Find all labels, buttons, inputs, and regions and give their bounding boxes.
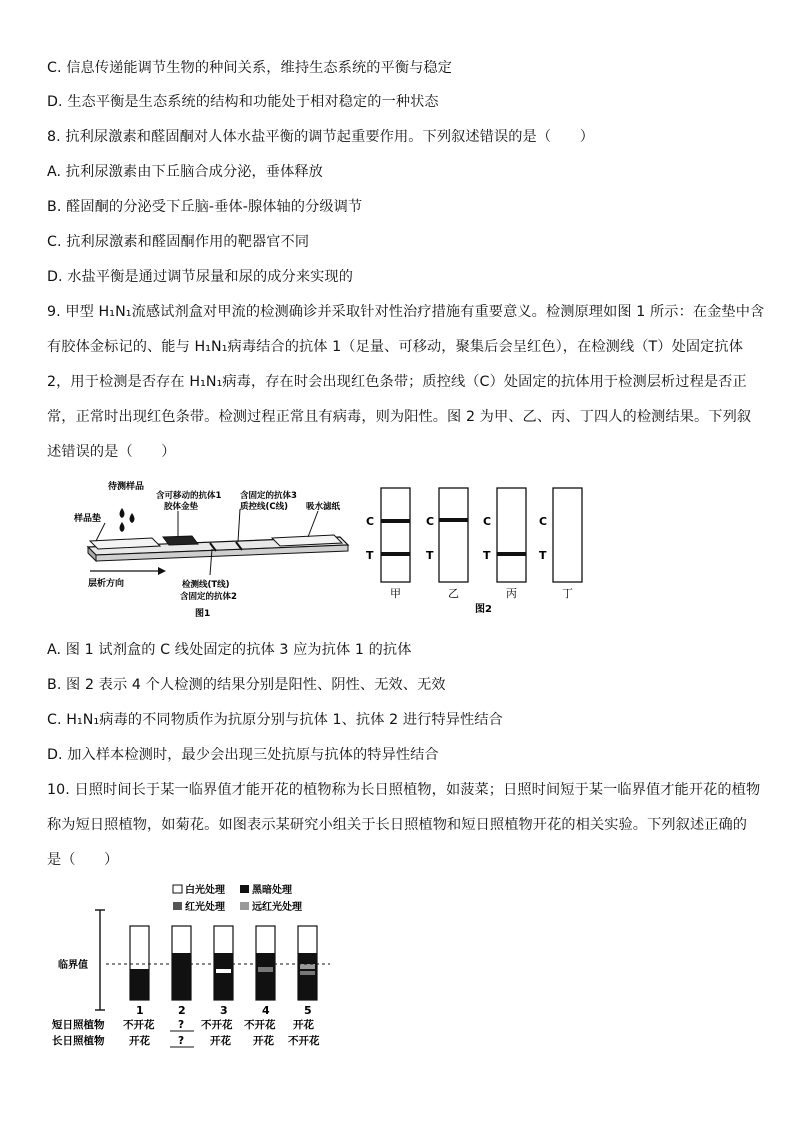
- t-label: T: [483, 549, 491, 562]
- q10-stem-line3: 是（ ）: [47, 852, 119, 868]
- result-cell: 开花: [129, 1035, 150, 1047]
- c-label: C: [366, 515, 375, 528]
- sample-label: 待测样品: [108, 482, 145, 492]
- legend-dark: 黑暗处理: [252, 885, 292, 896]
- t-label: T: [426, 549, 434, 562]
- result-cell: 不开花: [244, 1019, 276, 1031]
- legend-white-light: 白光处理: [185, 885, 225, 896]
- figure-2-results: [360, 480, 590, 620]
- legend-far-red-light: 远红光处理: [252, 902, 302, 913]
- c-label: C: [483, 515, 492, 528]
- person-name: 丁: [562, 587, 573, 600]
- result-cell: ?: [178, 1035, 185, 1047]
- q8-option-a: A. 抗利尿激素由下丘脑合成分泌，垂体释放: [47, 164, 323, 180]
- result-cell: 开花: [210, 1035, 231, 1047]
- absorbent-paper-label: 吸水滤纸: [306, 502, 341, 512]
- figure-1-caption: 图1: [195, 609, 211, 619]
- q9-option-b: B. 图 2 表示 4 个人检测的结果分别是阳性、阴性、无效、无效: [47, 677, 446, 693]
- legend-red-light: 红光处理: [185, 902, 225, 913]
- figure-2-caption: 图2: [475, 604, 492, 615]
- group-number: 1: [136, 1004, 144, 1017]
- c-label: C: [426, 515, 435, 528]
- direction-label: 层析方向: [88, 579, 125, 589]
- result-cell: ?: [178, 1019, 185, 1031]
- result-cell: 开花: [293, 1019, 314, 1031]
- result-cell: 开花: [253, 1035, 274, 1047]
- q7-option-d: D. 生态平衡是生态系统的结构和功能处于相对稳定的一种状态: [47, 94, 439, 110]
- photoperiod-figure: [48, 878, 348, 1053]
- q8-option-b: B. 醛固酮的分泌受下丘脑-垂体-腺体轴的分级调节: [47, 199, 363, 215]
- group-number: 5: [304, 1004, 312, 1017]
- long-day-plant-label: 长日照植物: [52, 1035, 105, 1047]
- pad-label: 样品垫: [74, 514, 102, 524]
- critical-value-label: 临界值: [58, 960, 88, 971]
- person-name: 乙: [448, 587, 459, 600]
- q9-option-c: C. H₁N₁病毒的不同物质作为抗原分别与抗体 1、抗体 2 进行特异性结合: [47, 712, 503, 728]
- drop-icon: [120, 508, 125, 518]
- drop-icon: [130, 513, 135, 523]
- q9-stem-line5: 述错误的是（ ）: [47, 444, 176, 460]
- short-day-plant-label: 短日照植物: [52, 1019, 105, 1031]
- fixed-antibody2-label: 含固定的抗体2: [180, 592, 237, 602]
- group-number: 2: [178, 1004, 186, 1017]
- q9-option-d: D. 加入样本检测时，最少会出现三处抗原与抗体的特异性结合: [47, 747, 439, 763]
- result-cell: 不开花: [201, 1019, 233, 1031]
- c-label: C: [539, 515, 548, 528]
- result-cell: 不开花: [123, 1019, 155, 1031]
- q9-stem-line3: 2，用于检测是否存在 H₁N₁病毒，存在时会出现红色条带；质控线（C）处固定的抗体用于检测层析过程是否正: [47, 374, 747, 390]
- q10-stem-line1: 10. 日照时间长于某一临界值才能开花的植物称为长日照植物，如菠菜；日照时间短于某一临界值才能开花的植物: [47, 782, 761, 798]
- fixed-antibody3-label: 含固定的抗体3: [240, 491, 297, 501]
- q9-option-a: A. 图 1 试剂盒的 C 线处固定的抗体 3 应为抗体 1 的抗体: [47, 642, 412, 658]
- q8-stem: 8. 抗利尿激素和醛固酮对人体水盐平衡的调节起重要作用。下列叙述错误的是（ ）: [47, 129, 594, 145]
- q7-option-c: C. 信息传递能调节生物的种间关系，维持生态系统的平衡与稳定: [47, 60, 452, 76]
- control-line-label: 质控线(C线): [240, 502, 289, 512]
- group-number: 3: [220, 1004, 228, 1017]
- figure-1-test-strip: [60, 475, 360, 625]
- gold-pad-label: 胶体金垫: [164, 502, 199, 512]
- result-cell: 不开花: [288, 1035, 320, 1047]
- drop-icon: [120, 522, 125, 532]
- q8-option-d: D. 水盐平衡是通过调节尿量和尿的成分来实现的: [47, 269, 353, 285]
- t-label: T: [366, 549, 374, 562]
- q8-option-c: C. 抗利尿激素和醛固酮作用的靶器官不同: [47, 234, 310, 250]
- t-label: T: [539, 549, 547, 562]
- test-line-label: 检测线(T线): [182, 580, 230, 590]
- q10-stem-line2: 称为短日照植物，如菊花。如图表示某研究小组关于长日照植物和短日照植物开花的相关实验。下列叙述正确的: [47, 817, 748, 833]
- movable-antibody-label: 含可移动的抗体1: [156, 491, 222, 501]
- q9-stem-line2: 有胶体金标记的、能与 H₁N₁病毒结合的抗体 1（足量、可移动，聚集后会呈红色），在检测线（T）处固定抗体: [47, 339, 744, 355]
- q9-stem-line4: 常，正常时出现红色条带。检测过程正常且有病毒，则为阳性。图 2 为甲、乙、丙、丁四人的检测结果。下列叙: [47, 409, 752, 425]
- person-name: 甲: [390, 587, 401, 600]
- person-name: 丙: [506, 587, 517, 600]
- q9-stem-line1: 9. 甲型 H₁N₁流感试剂盒对甲流的检测确诊并采取针对性治疗措施有重要意义。检测原理如图 1 所示：在金垫中含: [47, 304, 765, 320]
- group-number: 4: [262, 1004, 270, 1017]
